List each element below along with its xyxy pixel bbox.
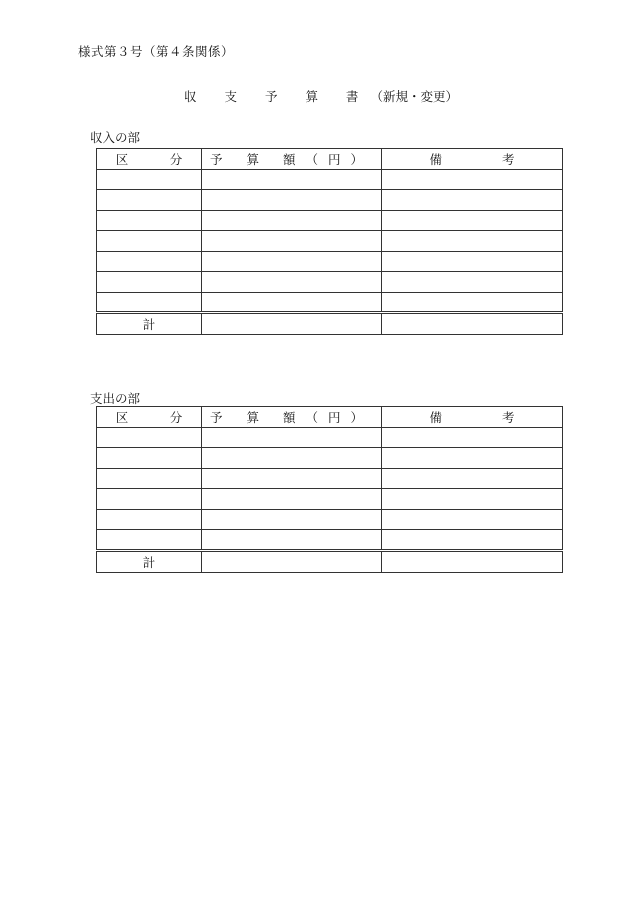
expense-table-row (97, 509, 563, 530)
income-kubun-cell[interactable] (97, 190, 202, 211)
expense-remarks-cell[interactable] (382, 489, 563, 510)
document-title-main: 収 支 予 算 書 (184, 89, 371, 104)
expense-amount-cell[interactable] (202, 530, 382, 551)
income-header-row (97, 149, 563, 170)
income-remarks-cell[interactable] (382, 231, 563, 252)
income-kubun-cell[interactable] (97, 292, 202, 313)
income-section-label: 収入の部 (90, 130, 141, 145)
expense-kubun-cell[interactable] (97, 427, 202, 448)
expense-remarks-cell[interactable] (382, 530, 563, 551)
income-kubun-cell[interactable] (97, 210, 202, 231)
expense-total-remarks-cell[interactable] (382, 550, 563, 572)
income-total-label: 計 (97, 313, 202, 335)
income-table-row (97, 169, 563, 190)
expense-remarks-cell[interactable] (382, 468, 563, 489)
expense-remarks-cell[interactable] (382, 509, 563, 530)
expense-amount-cell[interactable] (202, 468, 382, 489)
income-remarks-cell[interactable] (382, 251, 563, 272)
income-table-row (97, 272, 563, 293)
income-header-kubun (97, 149, 202, 170)
income-remarks-cell[interactable] (382, 190, 563, 211)
expense-header-kubun-b: 分 (169, 409, 183, 425)
expense-table-row (97, 448, 563, 469)
expense-total-amount-cell[interactable] (202, 550, 382, 572)
expense-table (96, 406, 563, 573)
income-header-kubun-b: 分 (169, 151, 183, 167)
income-header-amount: 予 算 額（円） (202, 149, 382, 170)
income-header-remarks: 備 考 (382, 149, 563, 170)
income-amount-cell[interactable] (202, 251, 382, 272)
income-table-row (97, 292, 563, 313)
expense-table-row (97, 468, 563, 489)
expense-kubun-cell[interactable] (97, 448, 202, 469)
income-table-row (97, 190, 563, 211)
income-header-kubun-a: 区 (115, 151, 129, 167)
form-number: 様式第３号（第４条関係） (78, 44, 235, 59)
income-amount-cell[interactable] (202, 210, 382, 231)
expense-total-row (97, 550, 563, 572)
expense-table-row (97, 427, 563, 448)
expense-table-row (97, 489, 563, 510)
expense-section-label: 支出の部 (90, 391, 141, 406)
expense-remarks-cell[interactable] (382, 427, 563, 448)
income-table (96, 148, 563, 335)
income-remarks-cell[interactable] (382, 210, 563, 231)
income-total-amount-cell[interactable] (202, 313, 382, 335)
income-amount-cell[interactable] (202, 169, 382, 190)
document-title-suffix: （新規・変更） (370, 89, 458, 104)
expense-header-amount: 予 算 額（円） (202, 407, 382, 428)
expense-remarks-cell[interactable] (382, 448, 563, 469)
expense-header-kubun (97, 407, 202, 428)
expense-amount-cell[interactable] (202, 489, 382, 510)
income-kubun-cell[interactable] (97, 231, 202, 252)
income-table-row (97, 210, 563, 231)
expense-kubun-cell[interactable] (97, 530, 202, 551)
income-amount-cell[interactable] (202, 231, 382, 252)
expense-header-remarks: 備 考 (382, 407, 563, 428)
expense-table-row (97, 530, 563, 551)
income-amount-cell[interactable] (202, 272, 382, 293)
expense-amount-cell[interactable] (202, 448, 382, 469)
expense-kubun-cell[interactable] (97, 489, 202, 510)
income-remarks-cell[interactable] (382, 292, 563, 313)
expense-amount-cell[interactable] (202, 427, 382, 448)
income-kubun-cell[interactable] (97, 251, 202, 272)
expense-amount-cell[interactable] (202, 509, 382, 530)
income-total-row (97, 313, 563, 335)
income-remarks-cell[interactable] (382, 272, 563, 293)
income-table-row (97, 231, 563, 252)
income-kubun-cell[interactable] (97, 272, 202, 293)
income-table-row (97, 251, 563, 272)
expense-header-kubun-a: 区 (115, 409, 129, 425)
income-kubun-cell[interactable] (97, 169, 202, 190)
income-amount-cell[interactable] (202, 190, 382, 211)
income-amount-cell[interactable] (202, 292, 382, 313)
expense-kubun-cell[interactable] (97, 509, 202, 530)
expense-total-label: 計 (97, 550, 202, 572)
income-total-remarks-cell[interactable] (382, 313, 563, 335)
document-title (0, 87, 630, 105)
expense-header-row (97, 407, 563, 428)
income-remarks-cell[interactable] (382, 169, 563, 190)
expense-kubun-cell[interactable] (97, 468, 202, 489)
